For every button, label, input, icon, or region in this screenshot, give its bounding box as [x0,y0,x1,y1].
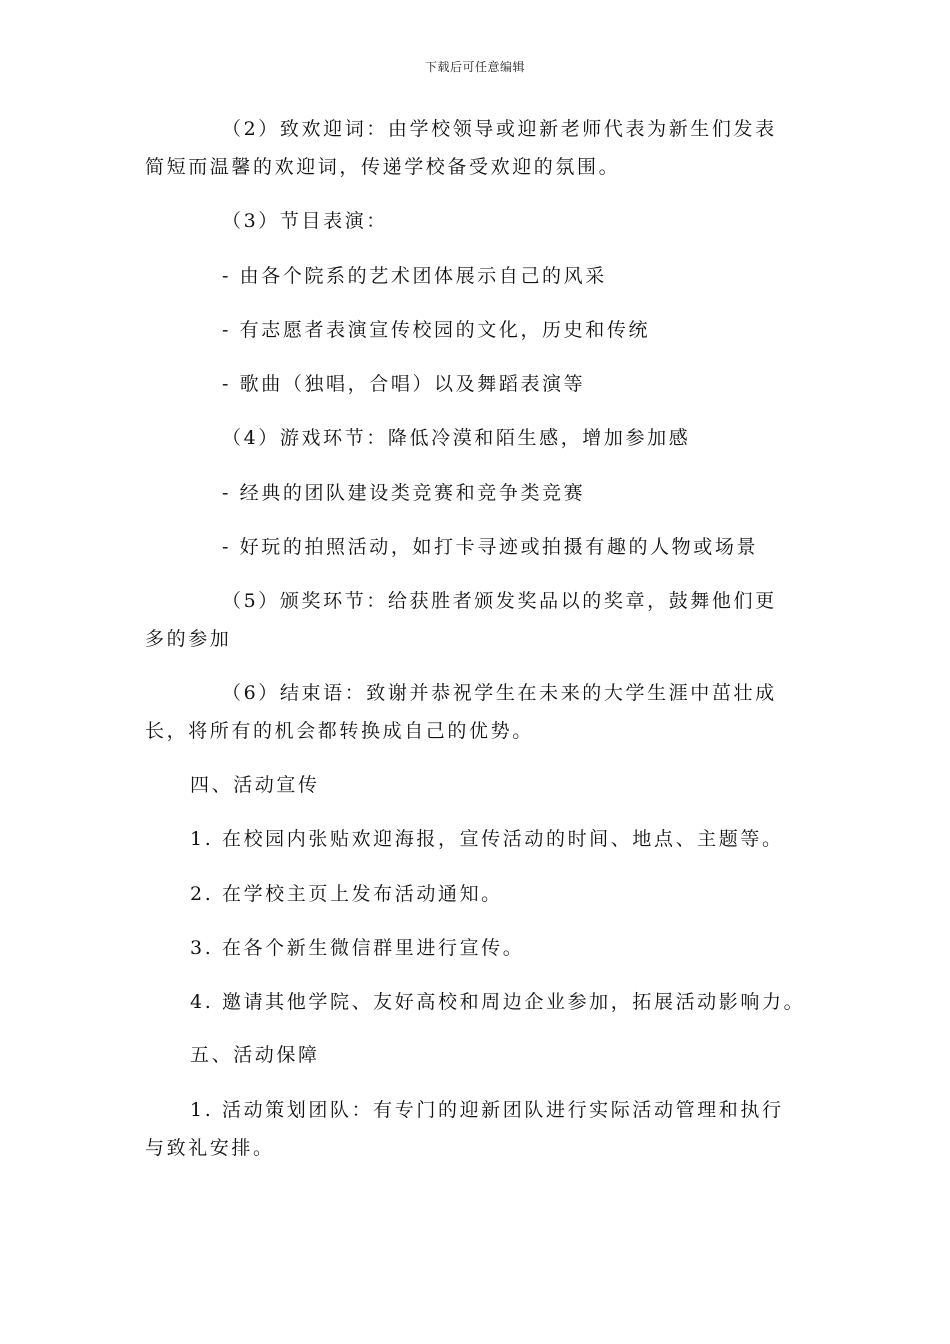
list-item: 3. 在各个新生微信群里进行宣传。 [190,937,525,959]
section-heading: 五、活动保障 [190,1044,320,1066]
paragraph-line: 多的参加 [145,628,232,650]
list-item: - 由各个院系的艺术团体展示自己的风采 [222,265,607,287]
paragraph-line: 简短而温馨的欢迎词，传递学校备受欢迎的氛围。 [145,156,621,178]
paragraph-line: （2）致欢迎词：由学校领导或迎新老师代表为新生们发表 [222,118,777,140]
page-header: 下载后可任意编辑 [424,60,525,74]
list-item: - 歌曲（独唱，合唱）以及舞蹈表演等 [222,373,586,395]
list-item: 1. 活动策划团队：有专门的迎新团队进行实际活动管理和执行 [190,1099,784,1121]
list-item: - 有志愿者表演宣传校园的文化，历史和传统 [222,319,651,341]
paragraph-line: （5）颁奖环节：给获胜者颁发奖品以的奖章，鼓舞他们更 [222,590,777,612]
paragraph-line: （3）节目表演： [222,210,388,232]
paragraph-line: 长，将所有的机会都转换成自己的优势。 [145,720,534,742]
list-item: - 经典的团队建设类竞赛和竞争类竞赛 [222,482,586,504]
list-item: 2. 在学校主页上发布活动通知。 [190,883,503,905]
list-item: - 好玩的拍照活动，如打卡寻迹或拍摄有趣的人物或场景 [222,536,759,558]
paragraph-line: （4）游戏环节：降低冷漠和陌生感，增加参加感 [222,427,691,449]
list-item: 4. 邀请其他学院、友好高校和周边企业参加，拓展活动影响力。 [190,991,806,1013]
section-heading: 四、活动宣传 [190,774,320,796]
paragraph-line: 与致礼安排。 [145,1137,275,1159]
list-item: 1. 在校园内张贴欢迎海报，宣传活动的时间、地点、主题等。 [190,828,784,850]
paragraph-line: （6）结束语：致谢并恭祝学生在未来的大学生涯中茁壮成 [222,682,777,704]
